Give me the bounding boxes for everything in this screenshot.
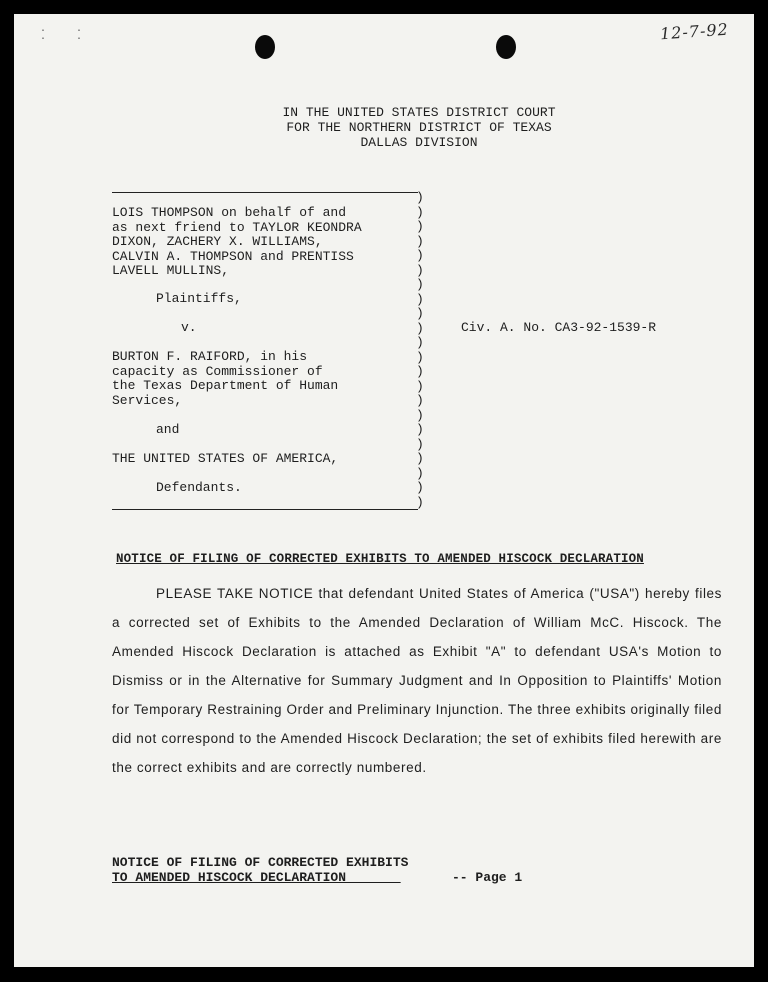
case-number: Civ. A. No. CA3-92-1539-R	[461, 320, 657, 335]
plaintiffs-label: Plaintiffs,	[156, 291, 242, 306]
document-page	[14, 14, 754, 967]
caption-top-rule	[112, 192, 418, 193]
defendant-usa: THE UNITED STATES OF AMERICA,	[112, 451, 339, 466]
and-label: and	[156, 422, 180, 437]
defendant-raiford: BURTON F. RAIFORD, in his capacity as Commissioner of the Texas Department of Human Services,	[112, 349, 339, 408]
scan-specks: · · · ·	[40, 26, 83, 45]
notice-body	[112, 579, 722, 782]
handwritten-date: 12-7-92	[659, 19, 730, 44]
caption-parentheses: ) ) ) ) ) ) ) ) ) ) ) ) ) ) ) ) ) ) ) ) ) )	[416, 190, 424, 510]
defendants-label: Defendants.	[156, 480, 242, 495]
footer-line-2: TO AMENDED HISCOCK DECLARATION	[112, 869, 401, 885]
court-heading-line: FOR THE NORTHERN DISTRICT OF TEXAS	[286, 120, 552, 135]
punch-hole-right	[496, 35, 516, 59]
court-heading	[214, 105, 624, 150]
caption-bottom-rule	[112, 509, 418, 510]
body-paragraph: PLEASE TAKE NOTICE that defendant United States of America ("USA") hereby files a corrected set of Exhibits to the Amended Declaration of William McC. Hiscock. The Amended Hiscock Declaration is attached as Exhibit "A" to defendant USA's Motion to Dismiss or in the Alternative for Summary Judgment and In Opposition to Plaintiffs' Motion for Temporary Restraining Order and Preliminary Injunction. The three exhibits originally filed did not correspond to the Amended Hiscock Declaration; the set of exhibits filed herewith are the correct exhibits and are correctly numbered.	[112, 586, 722, 775]
punch-hole-left	[255, 35, 275, 59]
page-footer	[112, 855, 523, 885]
court-heading-line: IN THE UNITED STATES DISTRICT COURT	[282, 105, 556, 120]
page-number: -- Page 1	[452, 869, 523, 885]
footer-line-1: NOTICE OF FILING OF CORRECTED EXHIBITS	[112, 855, 409, 870]
notice-title: NOTICE OF FILING OF CORRECTED EXHIBITS TO AMENDED HISCOCK DECLARATION	[116, 552, 644, 566]
versus-label: v.	[181, 320, 197, 335]
court-heading-line: DALLAS DIVISION	[360, 135, 478, 150]
plaintiffs-names: LOIS THOMPSON on behalf of and as next friend to TAYLOR KEONDRA DIXON, ZACHERY X. WILLIAMS, CALVIN A. THOMPSON and PRENTISS LAVELL MULLINS,	[112, 205, 362, 278]
